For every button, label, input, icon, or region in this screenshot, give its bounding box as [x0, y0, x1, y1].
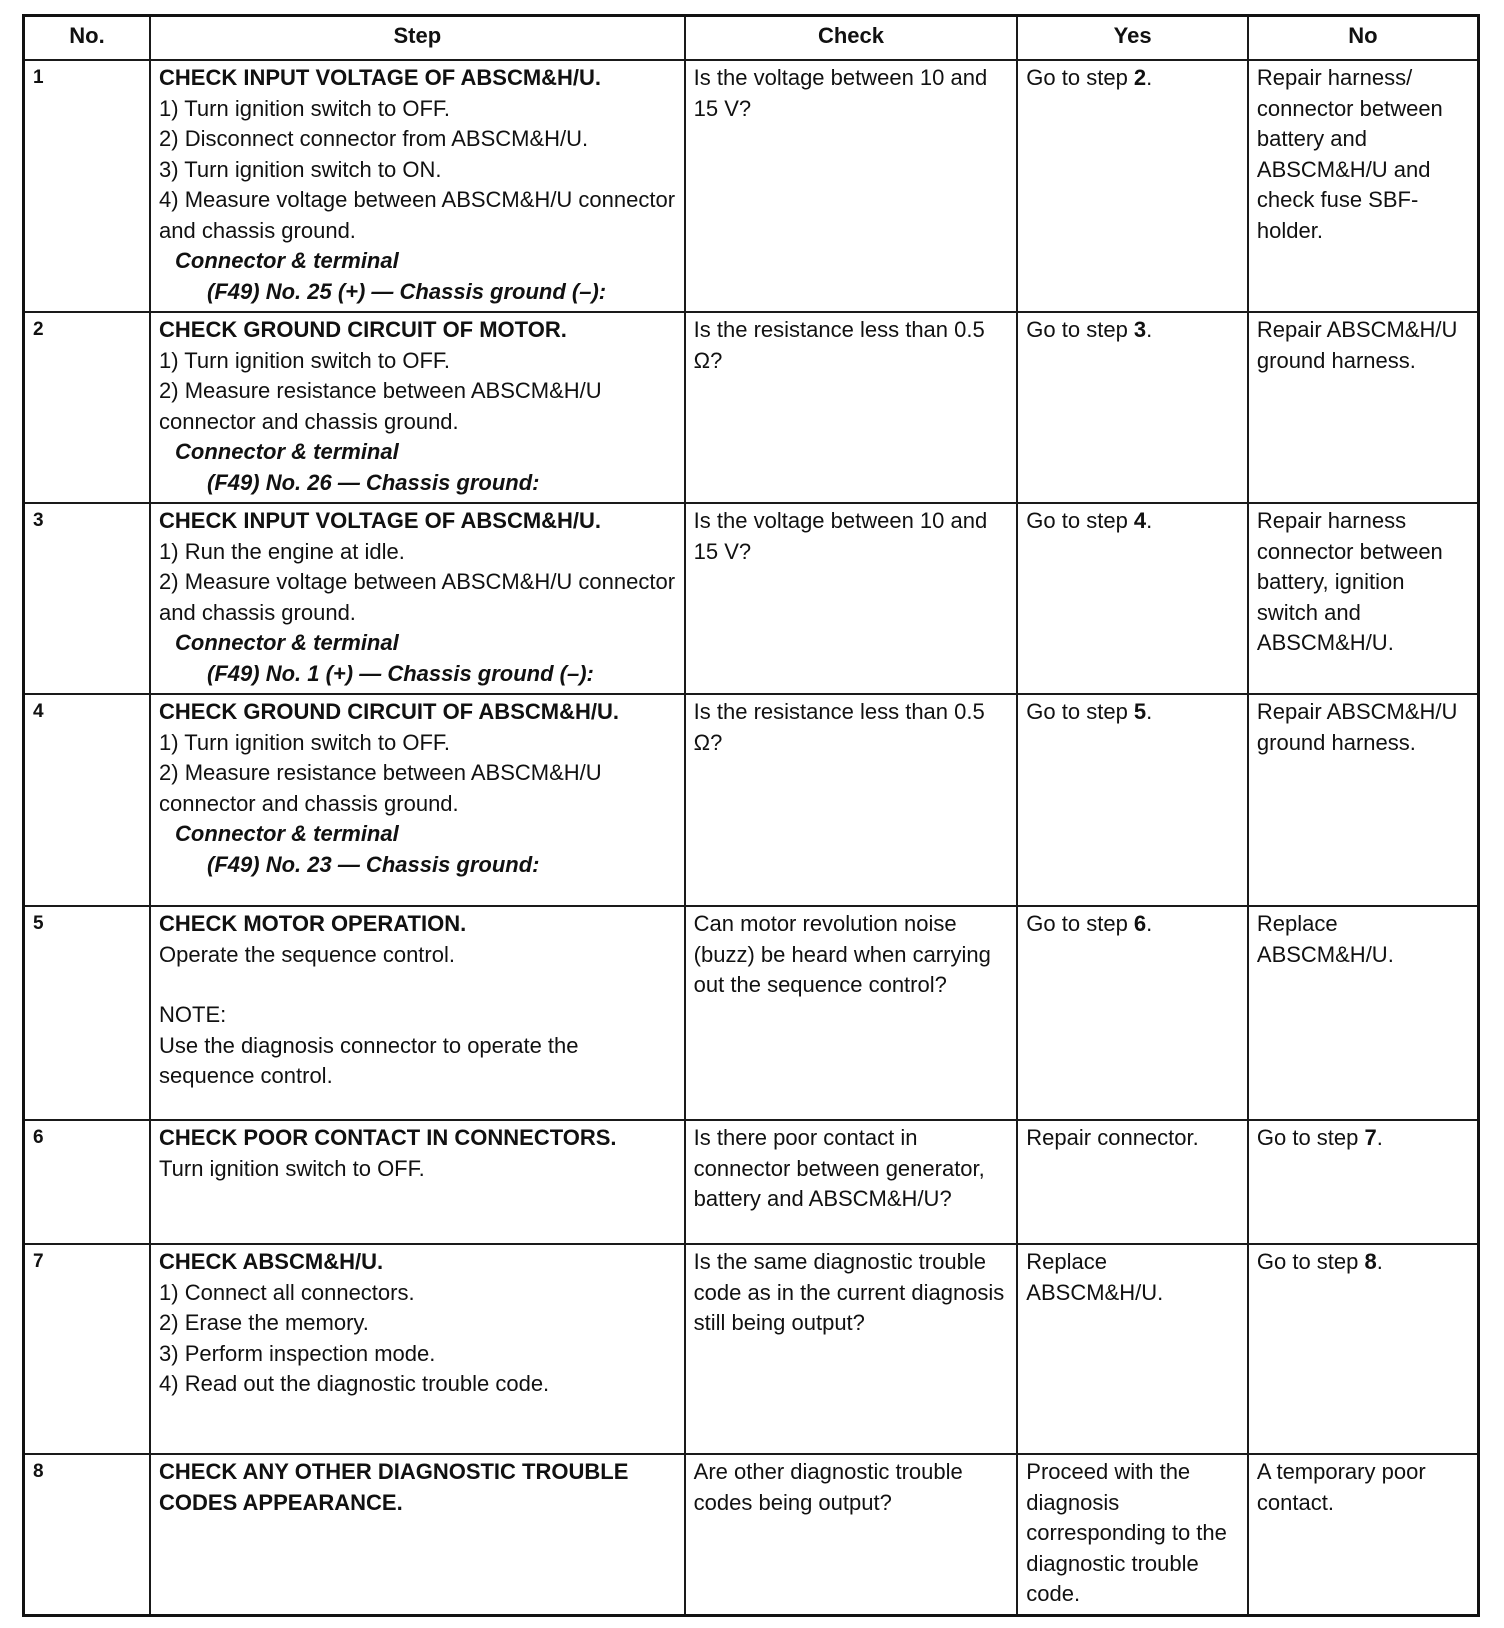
diagnostic-table-sheet [22, 14, 1482, 1617]
yes-cell: Repair connector. [1017, 1120, 1248, 1244]
step-instruction: 2) Erase the memory. [159, 1310, 369, 1335]
table-row [24, 906, 1479, 1120]
step-number: 3 [24, 503, 151, 694]
check-cell: Are other diagnostic trouble codes being output? [685, 1454, 1018, 1615]
yes-prefix: Go to step [1026, 911, 1134, 936]
step-instruction: 1) Run the engine at idle. [159, 538, 405, 564]
step-instruction: 1) Turn ignition switch to OFF. [159, 729, 451, 755]
no-suffix: . [1376, 1249, 1383, 1274]
yes-suffix: . [1146, 911, 1153, 936]
note-label: NOTE: [159, 1002, 227, 1027]
table-body [24, 60, 1479, 1615]
table-header [24, 16, 1479, 61]
yes-cell: Proceed with the diagnosis corresponding to the diagnostic trouble code. [1017, 1454, 1248, 1615]
step-instruction: 3) Perform inspection mode. [159, 1340, 436, 1366]
step-number: 7 [24, 1244, 151, 1454]
step-number: 2 [24, 312, 151, 503]
yes-suffix: . [1146, 317, 1153, 342]
yes-prefix: Go to step [1026, 699, 1134, 724]
table-row [24, 503, 1479, 694]
step-title: CHECK INPUT VOLTAGE OF ABSCM&H/U. [159, 65, 602, 90]
no-prefix: Go to step [1256, 1125, 1365, 1150]
step-instruction: 2) Measure resistance between ABSCM&H/U connector and chassis ground. [159, 760, 602, 816]
step-instruction: 2) Measure resistance between ABSCM&H/U connector and chassis ground. [159, 378, 602, 434]
step-title: CHECK ANY OTHER DIAGNOSTIC TROUBLE CODES APPEARANCE. [159, 1459, 629, 1515]
yes-prefix: Go to step [1026, 65, 1134, 90]
table-row [24, 60, 1479, 312]
step-cell [150, 1120, 685, 1244]
check-cell: Is the resistance less than 0.5 Ω? [685, 694, 1018, 906]
no-step-number: 7 [1364, 1125, 1377, 1150]
no-cell: Replace ABSCM&H/U. [1248, 906, 1479, 1120]
no-cell [1248, 1120, 1479, 1244]
no-cell [1248, 1244, 1479, 1454]
step-number: 4 [24, 694, 151, 906]
terminal-spec: (F49) No. 23 — Chassis ground: [207, 851, 540, 877]
step-title: CHECK GROUND CIRCUIT OF MOTOR. [159, 317, 567, 342]
table-row [24, 694, 1479, 906]
no-cell: Repair harness/ connector between battery and ABSCM&H/U and check fuse SBF-holder. [1248, 60, 1479, 312]
diagnostic-table [22, 14, 1480, 1617]
table-row [24, 1120, 1479, 1244]
no-cell: A temporary poor contact. [1248, 1454, 1479, 1615]
yes-cell [1017, 906, 1248, 1120]
step-cell [150, 906, 685, 1120]
step-cell [150, 1244, 685, 1454]
yes-prefix: Go to step [1026, 317, 1134, 342]
check-cell: Is the resistance less than 0.5 Ω? [685, 312, 1018, 503]
table-row [24, 1244, 1479, 1454]
no-prefix: Go to step [1256, 1249, 1365, 1274]
step-instruction: 1) Connect all connectors. [159, 1279, 415, 1305]
step-cell [150, 312, 685, 503]
no-cell: Repair harness connector between battery, ignition switch and ABSCM&H/U. [1248, 503, 1479, 694]
note-text: Use the diagnosis connector to operate the sequence control. [159, 1032, 579, 1088]
connector-label: Connector & terminal [175, 439, 399, 464]
no-cell: Repair ABSCM&H/U ground harness. [1248, 312, 1479, 503]
yes-cell [1017, 694, 1248, 906]
step-instruction: 1) Turn ignition switch to OFF. [159, 95, 451, 121]
step-title: CHECK GROUND CIRCUIT OF ABSCM&H/U. [159, 699, 619, 724]
step-cell [150, 1454, 685, 1615]
step-title: CHECK POOR CONTACT IN CONNECTORS. [159, 1125, 617, 1150]
header-check: Check [685, 16, 1018, 61]
step-instruction: 1) Turn ignition switch to OFF. [159, 347, 451, 373]
yes-step-number: 2 [1133, 65, 1147, 90]
yes-step-number: 3 [1133, 317, 1147, 342]
step-instruction: 2) Disconnect connector from ABSCM&H/U. [159, 126, 589, 151]
step-title: CHECK ABSCM&H/U. [159, 1249, 384, 1274]
step-cell [150, 694, 685, 906]
step-title: CHECK INPUT VOLTAGE OF ABSCM&H/U. [159, 508, 602, 533]
yes-prefix: Go to step [1026, 508, 1134, 533]
yes-cell [1017, 503, 1248, 694]
step-title: CHECK MOTOR OPERATION. [159, 911, 467, 936]
check-cell: Is the voltage between 10 and 15 V? [685, 60, 1018, 312]
check-cell: Can motor revolution noise (buzz) be heard when carrying out the sequence control? [685, 906, 1018, 1120]
step-number: 5 [24, 906, 151, 1120]
yes-step-number: 6 [1133, 911, 1147, 936]
check-cell: Is the same diagnostic trouble code as in the current diagnosis still being output? [685, 1244, 1018, 1454]
yes-step-number: 5 [1133, 699, 1147, 724]
no-suffix: . [1376, 1125, 1383, 1150]
connector-label: Connector & terminal [175, 630, 399, 655]
step-cell [150, 503, 685, 694]
step-number: 8 [24, 1454, 151, 1615]
step-instruction: Turn ignition switch to OFF. [159, 1155, 425, 1181]
yes-step-number: 4 [1133, 508, 1147, 533]
header-yes: Yes [1017, 16, 1248, 61]
yes-suffix: . [1146, 508, 1153, 533]
step-number: 1 [24, 60, 151, 312]
step-instruction: 3) Turn ignition switch to ON. [159, 156, 442, 182]
yes-cell: Replace ABSCM&H/U. [1017, 1244, 1248, 1454]
yes-cell [1017, 312, 1248, 503]
check-cell: Is the voltage between 10 and 15 V? [685, 503, 1018, 694]
step-instruction: Operate the sequence control. [159, 941, 455, 967]
terminal-spec: (F49) No. 26 — Chassis ground: [207, 469, 540, 495]
terminal-spec: (F49) No. 25 (+) — Chassis ground (–): [207, 278, 607, 304]
spacer [159, 970, 676, 1000]
table-row [24, 1454, 1479, 1615]
connector-label: Connector & terminal [175, 248, 399, 273]
header-row [24, 16, 1479, 61]
no-cell: Repair ABSCM&H/U ground harness. [1248, 694, 1479, 906]
connector-label: Connector & terminal [175, 821, 399, 846]
step-instruction: 4) Measure voltage between ABSCM&H/U connector and chassis ground. [159, 187, 676, 243]
yes-suffix: . [1146, 699, 1153, 724]
terminal-spec: (F49) No. 1 (+) — Chassis ground (–): [207, 660, 594, 686]
no-step-number: 8 [1364, 1249, 1377, 1274]
yes-cell [1017, 60, 1248, 312]
header-no: No. [24, 16, 151, 61]
step-instruction: 4) Read out the diagnostic trouble code. [159, 1371, 550, 1396]
step-cell [150, 60, 685, 312]
yes-suffix: . [1146, 65, 1153, 90]
check-cell: Is there poor contact in connector between generator, battery and ABSCM&H/U? [685, 1120, 1018, 1244]
header-no-result: No [1248, 16, 1479, 61]
table-row [24, 312, 1479, 503]
step-number: 6 [24, 1120, 151, 1244]
step-instruction: 2) Measure voltage between ABSCM&H/U connector and chassis ground. [159, 569, 676, 625]
header-step: Step [150, 16, 685, 61]
